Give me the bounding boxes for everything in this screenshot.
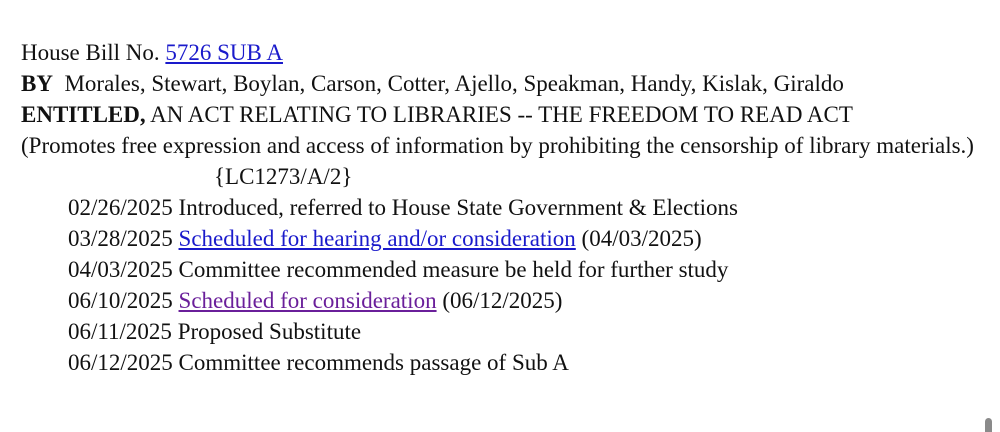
bill-summary: (Promotes free expression and access of information by prohibiting the censorship of library materials.): [21, 133, 974, 158]
history-suffix: (06/12/2025): [442, 288, 563, 313]
history-date: 03/28/2025: [68, 226, 173, 251]
consideration-schedule-link[interactable]: Scheduled for consideration: [178, 288, 437, 313]
entitled-label: ENTITLED,: [21, 102, 146, 127]
entitled-line: [21, 99, 981, 130]
sponsors-line: [21, 68, 981, 99]
history-entry: [68, 254, 981, 285]
hearing-schedule-link[interactable]: Scheduled for hearing and/or consideration: [178, 226, 576, 251]
history-date: 06/11/2025: [68, 319, 172, 344]
history-date: 02/26/2025: [68, 195, 173, 220]
bill-title: AN ACT RELATING TO LIBRARIES -- THE FREEDOM TO READ ACT: [150, 102, 853, 127]
history-text: Introduced, referred to House State Government & Elections: [178, 195, 739, 220]
by-label: BY: [21, 71, 53, 96]
scrollbar-thumb[interactable]: [985, 418, 992, 432]
lc-number: {LC1273/A/2}: [214, 164, 353, 189]
history-entry: [68, 347, 981, 378]
history-text: Committee recommended measure be held for further study: [178, 257, 729, 282]
sponsors-list: Morales, Stewart, Boylan, Carson, Cotter, Ajello, Speakman, Handy, Kislak, Giraldo: [64, 71, 844, 96]
history-entry: [68, 223, 981, 254]
history-date: 06/12/2025: [68, 350, 173, 375]
bill-number-link[interactable]: 5726 SUB A: [165, 40, 283, 65]
history-suffix: (04/03/2025): [581, 226, 702, 251]
bill-record: [21, 37, 981, 378]
history-date: 06/10/2025: [68, 288, 173, 313]
bill-number-line: [21, 37, 981, 68]
history-text: Proposed Substitute: [177, 319, 362, 344]
history-entry: [68, 285, 981, 316]
history-date: 04/03/2025: [68, 257, 173, 282]
history-entry: [68, 192, 981, 223]
history-text: Committee recommends passage of Sub A: [178, 350, 569, 375]
history-entry: [68, 316, 981, 347]
bill-history: [68, 192, 981, 378]
bill-number-prefix: House Bill No.: [21, 40, 160, 65]
